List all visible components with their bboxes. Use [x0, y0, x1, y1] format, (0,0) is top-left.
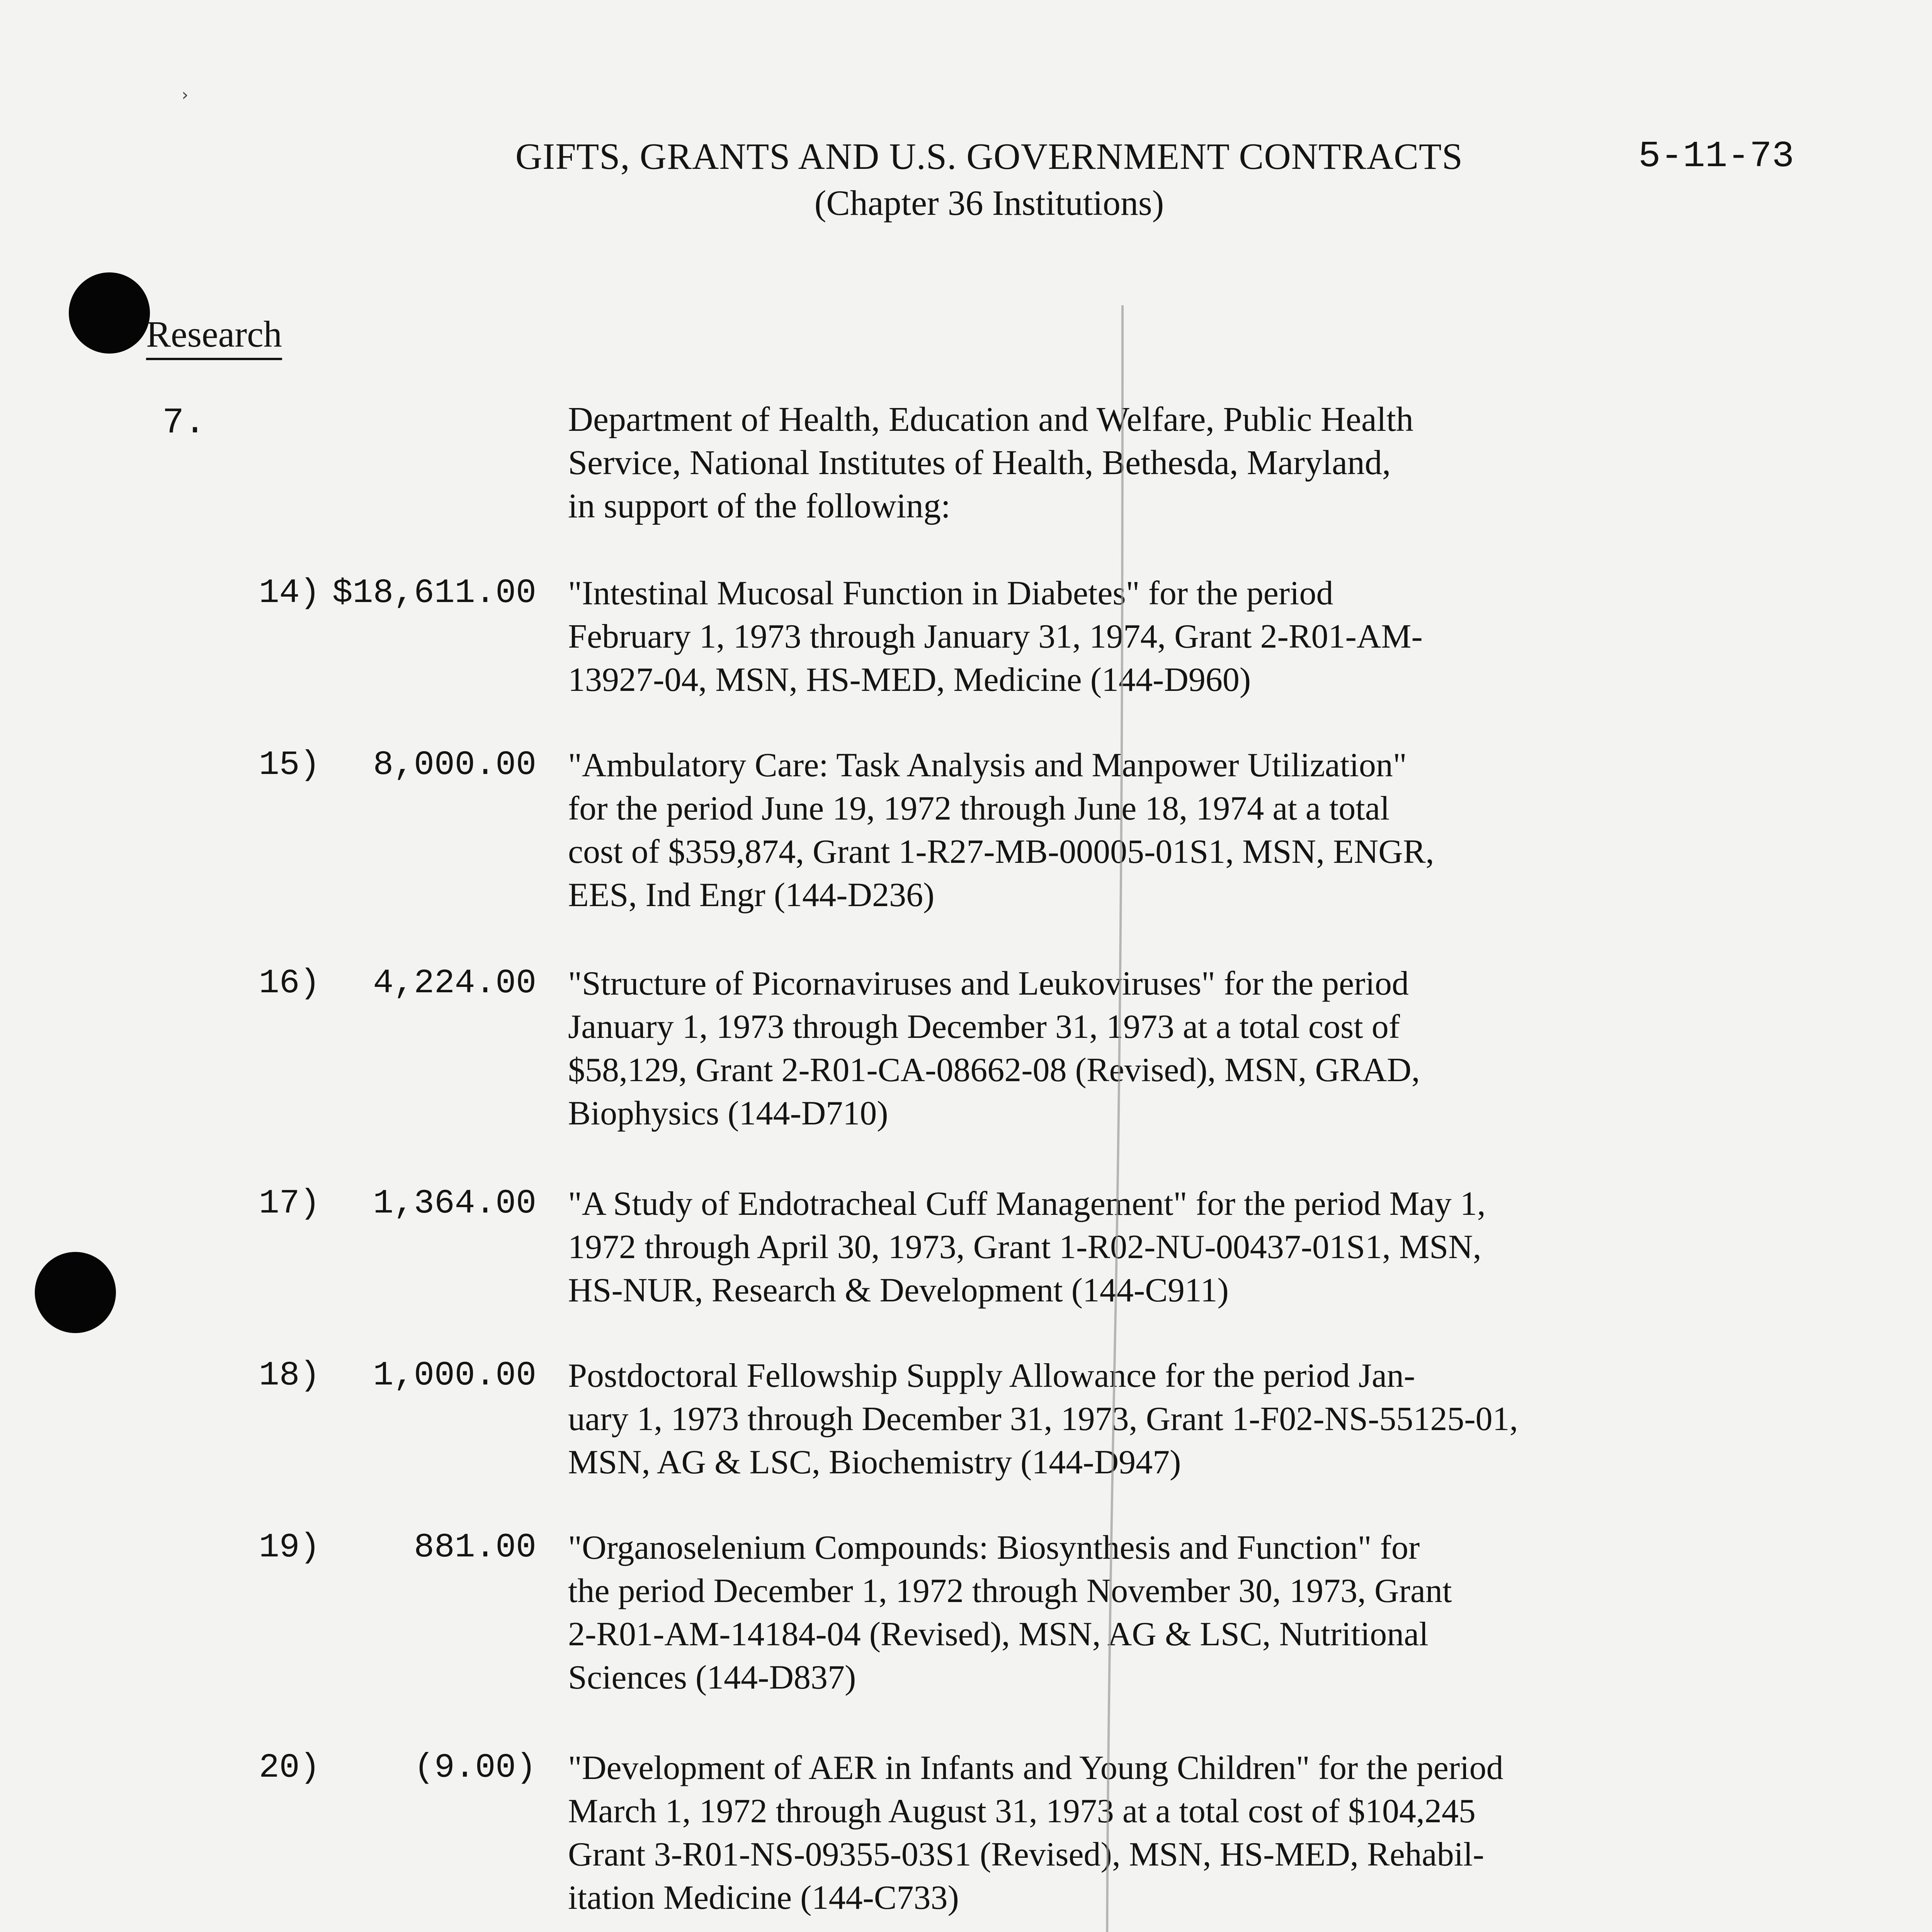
- entry-amount: 4,224.00: [373, 964, 536, 1003]
- entry-line: "Organoselenium Compounds: Biosynthesis and Function" for: [568, 1529, 1420, 1566]
- entry-line: itation Medicine (144-C733): [568, 1879, 959, 1917]
- entry-description: [568, 1526, 1804, 1699]
- entry-amount: (9.00): [414, 1749, 536, 1787]
- entry-line: for the period June 19, 1972 through June 18, 1974 at a total: [568, 790, 1390, 827]
- stray-mark: ›: [182, 85, 189, 105]
- grant-entry: [0, 572, 1932, 753]
- entry-line: "Ambulatory Care: Task Analysis and Manpower Utilization": [568, 747, 1407, 784]
- entry-amount: 1,000.00: [373, 1357, 536, 1395]
- entry-line: "Structure of Picornaviruses and Leukoviruses" for the period: [568, 965, 1409, 1002]
- entry-line: "Intestinal Mucosal Function in Diabetes" for the period: [568, 575, 1333, 612]
- entry-description: [568, 962, 1804, 1135]
- intro-paragraph: [568, 398, 1804, 528]
- entry-amount: 1,364.00: [373, 1185, 536, 1223]
- intro-line: in support of the following:: [568, 487, 951, 525]
- entry-line: HS-NUR, Research & Development (144-C911): [568, 1272, 1229, 1309]
- entry-number: 20): [259, 1749, 320, 1787]
- entry-line: March 1, 1972 through August 31, 1973 at a total cost of $104,245: [568, 1793, 1476, 1830]
- document-subtitle: (Chapter 36 Institutions): [814, 183, 1164, 223]
- entry-description: [568, 1747, 1804, 1920]
- entry-amount: 881.00: [414, 1529, 536, 1567]
- entry-line: "A Study of Endotracheal Cuff Management" for the period May 1,: [568, 1185, 1486, 1223]
- entry-line: the period December 1, 1972 through November 30, 1973, Grant: [568, 1572, 1452, 1610]
- entry-line: January 1, 1973 through December 31, 1973 at a total cost of: [568, 1008, 1400, 1046]
- entry-amount: $18,611.00: [332, 574, 536, 612]
- entry-line: Sciences (144-D837): [568, 1659, 856, 1696]
- entry-line: MSN, AG & LSC, Biochemistry (144-D947): [568, 1444, 1181, 1481]
- entry-line: cost of $359,874, Grant 1-R27-MB-00005-01S1, MSN, ENGR,: [568, 833, 1434, 871]
- entry-amount: 8,000.00: [373, 746, 536, 784]
- entry-description: [568, 744, 1804, 917]
- grant-entry: [0, 1747, 1932, 1928]
- entry-line: EES, Ind Engr (144-D236): [568, 876, 935, 914]
- entry-description: [568, 572, 1804, 702]
- entry-line: February 1, 1973 through January 31, 1974, Grant 2-R01-AM-: [568, 618, 1423, 655]
- entry-number: 14): [259, 574, 320, 612]
- document-title: GIFTS, GRANTS AND U.S. GOVERNMENT CONTRACTS: [515, 136, 1463, 177]
- document-date: 5-11-73: [1638, 135, 1794, 177]
- grant-entry: [0, 1526, 1932, 1708]
- grant-entry: [0, 962, 1932, 1144]
- grant-entry: [0, 744, 1932, 925]
- entry-description: [568, 1354, 1804, 1484]
- entry-number: 19): [259, 1529, 320, 1567]
- entry-line: Postdoctoral Fellowship Supply Allowance for the period Jan-: [568, 1357, 1415, 1395]
- entry-line: Grant 3-R01-NS-09355-03S1 (Revised), MSN, HS-MED, Rehabil-: [568, 1836, 1484, 1873]
- entry-number: 17): [259, 1185, 320, 1223]
- section-heading: Research: [146, 313, 282, 360]
- entry-line: 2-R01-AM-14184-04 (Revised), MSN, AG & LSC, Nutritional: [568, 1616, 1429, 1653]
- grant-entry: [0, 1182, 1932, 1364]
- grant-entry: [0, 1354, 1932, 1536]
- punch-hole: [69, 272, 150, 354]
- intro-line: Department of Health, Education and Welfare, Public Health: [568, 400, 1413, 439]
- entry-number: 15): [259, 746, 320, 784]
- entry-line: "Development of AER in Infants and Young Children" for the period: [568, 1749, 1503, 1787]
- entry-number: 16): [259, 964, 320, 1003]
- entry-description: [568, 1182, 1804, 1312]
- entry-line: 13927-04, MSN, HS-MED, Medicine (144-D960): [568, 661, 1251, 699]
- entry-line: $58,129, Grant 2-R01-CA-08662-08 (Revised), MSN, GRAD,: [568, 1051, 1420, 1089]
- entry-line: 1972 through April 30, 1973, Grant 1-R02-NU-00437-01S1, MSN,: [568, 1228, 1481, 1266]
- item-number: 7.: [162, 403, 206, 444]
- entry-line: Biophysics (144-D710): [568, 1095, 888, 1132]
- entry-number: 18): [259, 1357, 320, 1395]
- intro-line: Service, National Institutes of Health, Bethesda, Maryland,: [568, 444, 1391, 482]
- entry-line: uary 1, 1973 through December 31, 1973, Grant 1-F02-NS-55125-01,: [568, 1400, 1518, 1438]
